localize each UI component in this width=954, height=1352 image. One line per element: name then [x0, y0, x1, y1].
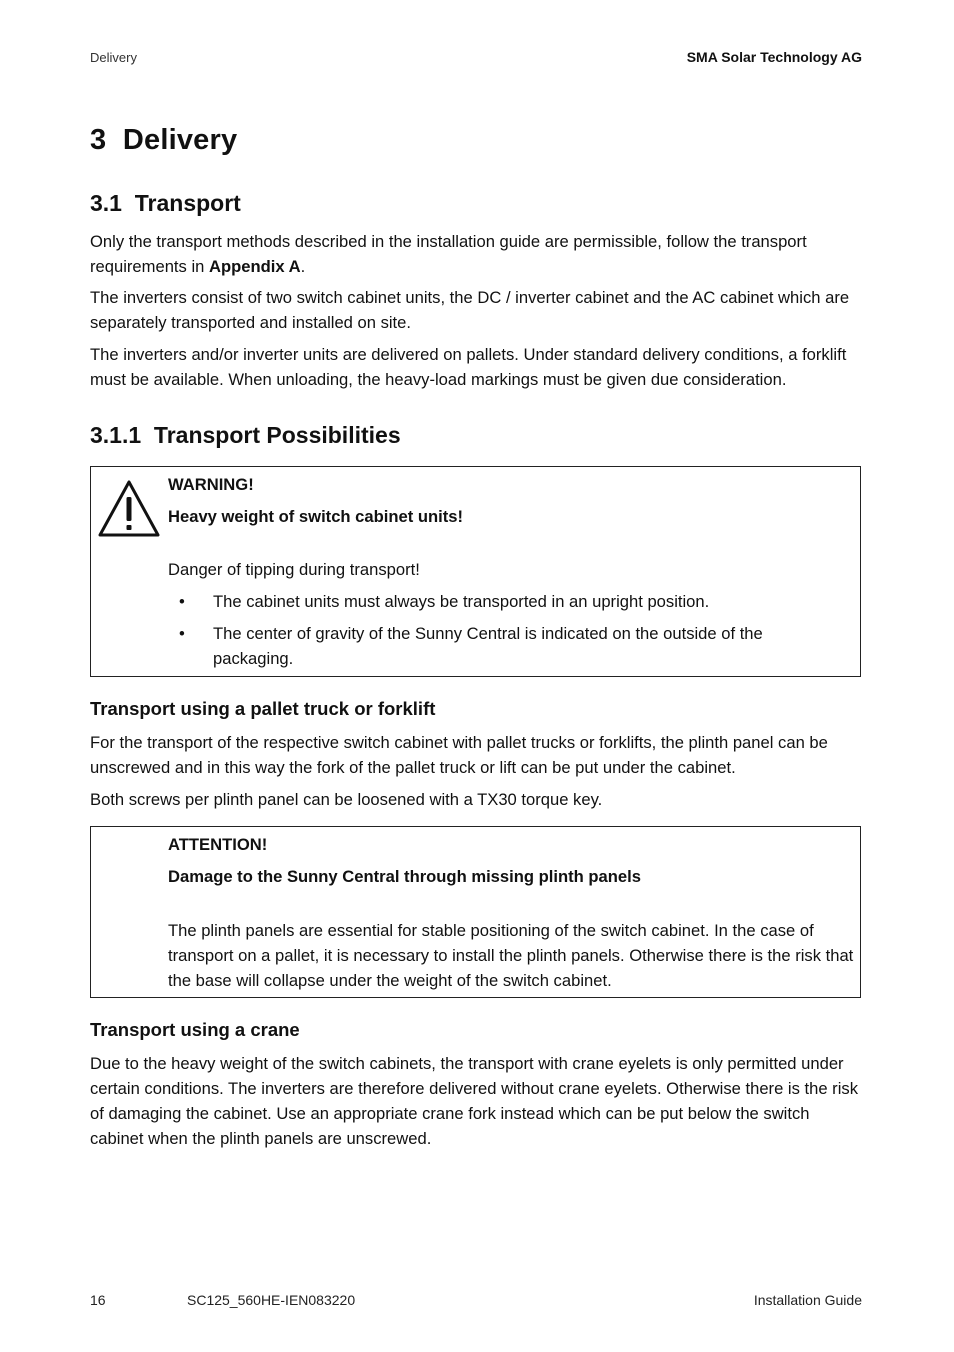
section-paragraph-2: The inverters consist of two switch cabinet units, the DC / inverter cabinet and the AC cabinet which are separately transported and installed on site. — [90, 288, 850, 332]
footer-doc-type: Installation Guide — [753, 1292, 862, 1308]
header-company-name: SMA Solar Technology AG — [686, 49, 862, 65]
warning-bullet-2-text: The center of gravity of the Sunny Central is indicated on the outside of the packaging. — [213, 624, 763, 668]
bullet-icon: • — [179, 624, 185, 643]
warning-intro: Danger of tipping during transport! — [168, 560, 420, 579]
subsection-title: 3.1.1 Transport Possibilities — [90, 422, 401, 448]
section-paragraph-1 — [90, 229, 866, 279]
footer-page-number: 16 — [90, 1292, 106, 1308]
section-title: 3.1 Transport — [90, 190, 241, 216]
pallet-heading: Transport using a pallet truck or forklift — [90, 698, 436, 719]
attention-text: The plinth panels are essential for stable positioning of the switch cabinet. In the case of transport on a pallet, it is necessary to install the plinth panels. Otherwise there is the risk that the base will collapse under the weight of the switch cabinet. — [168, 921, 854, 990]
bullet-icon: • — [179, 592, 185, 611]
appendix-reference: Appendix A — [208, 257, 301, 276]
warning-bullet-1-text: The cabinet units must always be transported in an upright position. — [213, 592, 710, 611]
attention-label: ATTENTION! — [168, 835, 268, 854]
attention-heading: Damage to the Sunny Central through missing plinth panels — [168, 867, 641, 886]
warning-triangle-icon — [97, 479, 161, 539]
chapter-title: 3 Delivery — [90, 124, 238, 156]
crane-paragraph: Due to the heavy weight of the switch cabinets, the transport with crane eyelets is only permitted under certain conditions. The inverters are therefore delivered without crane eyelets. Otherwise there is the risk of damaging the cabinet. Use an appropriate crane fork instead which can be put below the switch cabinet when the plinth panels are unscrewed. — [90, 1054, 858, 1148]
section-paragraph-3: The inverters and/or inverter units are delivered on pallets. Under standard delivery conditions, a forklift must be available. When unloading, the heavy-load markings must be given due consideration. — [90, 345, 847, 389]
attention-box — [90, 826, 861, 998]
section-paragraph-1-text: Only the transport methods described in the installation guide are permissible, follow the transport requirements in — [90, 232, 807, 276]
pallet-paragraph-1: For the transport of the respective switch cabinet with pallet trucks or forklifts, the plinth panel can be unscrewed and in this way the fork of the pallet truck or lift can be put under the cabinet. — [90, 733, 828, 777]
warning-heading: Heavy weight of switch cabinet units! — [168, 507, 464, 526]
warning-label: WARNING! — [168, 475, 254, 494]
pallet-paragraph-2: Both screws per plinth panel can be loosened with a TX30 torque key. — [90, 790, 603, 809]
crane-heading: Transport using a crane — [90, 1019, 300, 1040]
warning-box — [90, 466, 861, 677]
footer-doc-code: SC125_560HE-IEN083220 — [187, 1292, 356, 1308]
header-section-name: Delivery — [90, 50, 137, 65]
section-paragraph-1-end: . — [300, 257, 306, 276]
